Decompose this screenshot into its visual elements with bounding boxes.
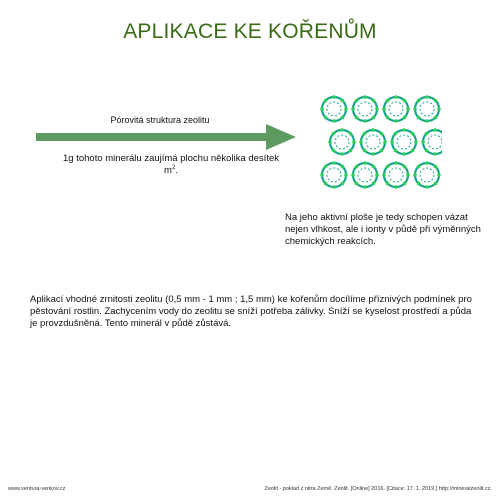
- right-arrow-icon: [36, 124, 296, 150]
- zeolite-structure-image: [318, 92, 442, 192]
- description-suffix: .: [175, 165, 178, 176]
- description-superscript: 2: [171, 164, 176, 171]
- application-paragraph: Aplikací vhodné zrnitosti zeolitu (0,5 mm - 1 mm ; 1,5 mm) ke kořenům docílíme příznivých podmínek pro pěstování rostlin. Zachycením vody do zeolitu se sníží potřeba zálivky. Sníží se kyselost prostředí a půda je provzdušněná. Tento minerál v půdě zůstává.: [30, 294, 472, 329]
- description-text: 1g tohoto minerálu zaujímá plochu několika desítek m: [63, 153, 279, 176]
- page-title: APLIKACE KE KOŘENŮM: [123, 20, 377, 43]
- arrow-label: Pórovitá struktura zeolitu: [110, 115, 210, 125]
- surface-description: [60, 153, 282, 177]
- active-surface-note: Na jeho aktivní ploše je tedy schopen vázat nejen vlhkost, ale i ionty v půdě při výměnných chemických reakcích.: [285, 212, 481, 247]
- footer-website: www.ventura-venkov.cz: [8, 486, 66, 492]
- footer-citation: Zeolit - poklad z nitra Země. Zeolit. [Online] 2016. [Citace: 17. 1. 2019.] http://mineralzeolit.cz.: [264, 486, 492, 492]
